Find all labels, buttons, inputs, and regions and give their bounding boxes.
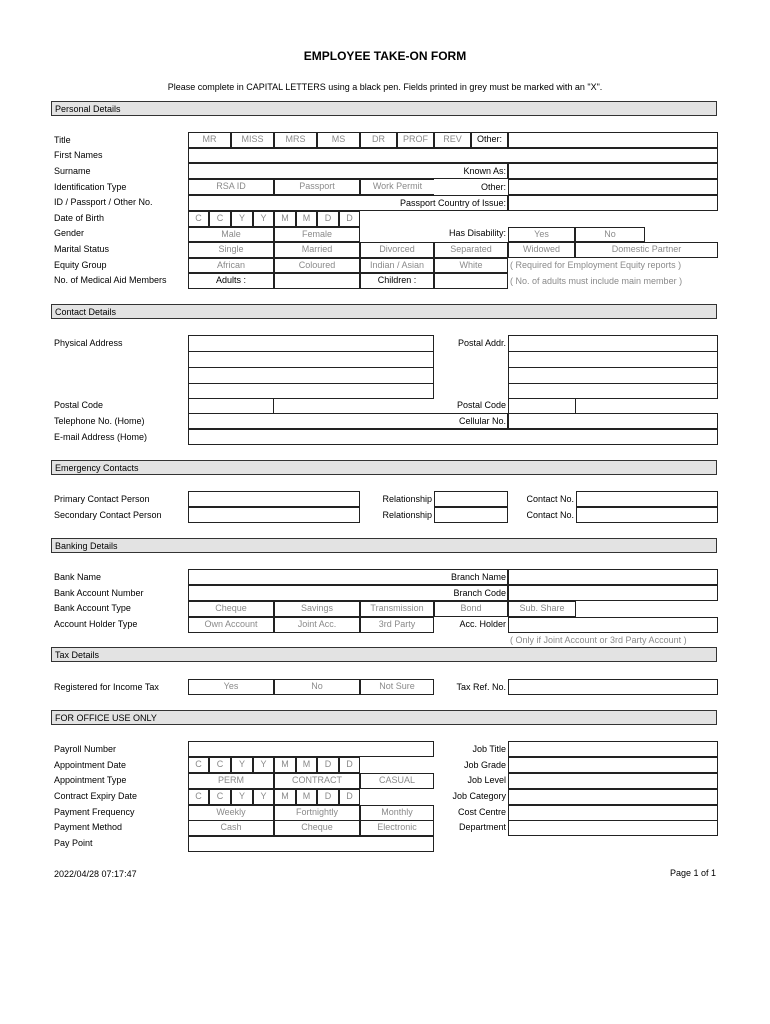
section-office-use-only: FOR OFFICE USE ONLY — [51, 710, 717, 725]
passport-country-label: Passport Country of Issue: — [399, 198, 506, 208]
label-contact-no-primary: Contact No. — [526, 494, 574, 504]
tax-option-not-sure[interactable]: Not Sure — [360, 679, 434, 695]
job-category-field[interactable] — [508, 789, 718, 805]
first-names-field[interactable] — [188, 148, 718, 163]
appt-date-digit[interactable]: D — [317, 757, 339, 773]
cost-centre-field[interactable] — [508, 805, 718, 821]
marital-option-widowed[interactable]: Widowed — [508, 242, 575, 258]
marital-option-married[interactable]: Married — [274, 242, 360, 258]
footer-timestamp: 2022/04/28 07:17:47 — [54, 869, 137, 879]
label-telephone-home: Telephone No. (Home) — [54, 416, 145, 426]
label-payroll-number: Payroll Number — [54, 744, 117, 754]
label-relationship-primary: Relationship — [382, 494, 432, 504]
cellular-no-field[interactable] — [508, 413, 718, 429]
id-option-work-permit[interactable]: Work Permit — [360, 179, 434, 195]
appt-type-perm[interactable]: PERM — [188, 773, 274, 789]
known-as-field[interactable] — [508, 163, 718, 179]
medical-note: ( No. of adults must include main member ) — [510, 276, 683, 286]
label-identification-type: Identification Type — [54, 182, 127, 192]
form-instructions: Please complete in CAPITAL LETTERS using a black pen. Fields printed in grey must be marked with an "X". — [167, 82, 603, 92]
gender-option-female[interactable]: Female — [274, 227, 360, 242]
label-registered-income-tax: Registered for Income Tax — [54, 682, 159, 692]
label-id-number: ID / Passport / Other No. — [54, 197, 153, 207]
label-surname: Surname — [54, 166, 91, 176]
label-title: Title — [54, 135, 71, 145]
acc-holder-field[interactable] — [508, 617, 718, 633]
label-cost-centre: Cost Centre — [457, 807, 506, 817]
label-acc-holder: Acc. Holder — [459, 619, 506, 629]
job-level-field[interactable] — [508, 773, 718, 789]
postal-address-line-1[interactable] — [508, 335, 718, 352]
adults-field[interactable] — [274, 273, 360, 289]
gender-option-male[interactable]: Male — [188, 227, 274, 242]
label-job-level: Job Level — [467, 775, 506, 785]
expiry-date-digit[interactable]: Y — [231, 789, 253, 805]
label-tax-ref-no: Tax Ref. No. — [456, 682, 506, 692]
label-appointment-type: Appointment Type — [54, 775, 127, 785]
equity-option-white[interactable]: White — [434, 258, 508, 273]
form-title: EMPLOYEE TAKE-ON FORM — [303, 49, 467, 63]
branch-code-field[interactable] — [508, 585, 718, 601]
title-other-label: Other: — [471, 132, 508, 148]
holder-third-party[interactable]: 3rd Party — [360, 617, 434, 633]
label-postal-code-2: Postal Code — [456, 400, 506, 410]
dob-digit[interactable]: Y — [253, 211, 274, 227]
label-equity-group: Equity Group — [54, 260, 107, 270]
label-job-title: Job Title — [472, 744, 506, 754]
id-other-label: Other: — [480, 182, 506, 192]
label-date-of-birth: Date of Birth — [54, 213, 105, 223]
expiry-date-digit[interactable]: D — [317, 789, 339, 805]
label-appointment-date: Appointment Date — [54, 760, 127, 770]
expiry-date-digit[interactable]: Y — [253, 789, 274, 805]
children-field[interactable] — [434, 273, 508, 289]
freq-monthly[interactable]: Monthly — [360, 805, 434, 821]
label-branch-name: Branch Name — [450, 572, 506, 582]
contact-no-primary-field[interactable] — [576, 491, 718, 507]
title-option-miss[interactable]: MISS — [231, 132, 274, 148]
expiry-date-digit[interactable]: M — [274, 789, 296, 805]
section-banking-details: Banking Details — [51, 538, 717, 553]
marital-option-domestic-partner[interactable]: Domestic Partner — [575, 242, 718, 258]
appt-date-digit[interactable]: M — [296, 757, 317, 773]
appt-date-digit[interactable]: C — [188, 757, 209, 773]
title-other-field[interactable] — [508, 132, 718, 148]
label-postal-code: Postal Code — [54, 400, 104, 410]
holder-joint-account[interactable]: Joint Acc. — [274, 617, 360, 633]
appt-type-casual[interactable]: CASUAL — [360, 773, 434, 789]
physical-address-line-3[interactable] — [188, 367, 434, 384]
id-option-passport[interactable]: Passport — [274, 179, 360, 195]
label-secondary-contact: Secondary Contact Person — [54, 510, 162, 520]
physical-address-line-2[interactable] — [188, 351, 434, 368]
method-cheque[interactable]: Cheque — [274, 820, 360, 836]
has-disability-label: Has Disability: — [448, 228, 506, 238]
holder-note: ( Only if Joint Account or 3rd Party Account ) — [510, 635, 687, 645]
dob-digit[interactable]: M — [296, 211, 317, 227]
label-bank-name: Bank Name — [54, 572, 102, 582]
marital-option-divorced[interactable]: Divorced — [360, 242, 434, 258]
postal-code-field[interactable] — [188, 398, 274, 414]
postal-address-line-4[interactable] — [508, 383, 718, 399]
label-primary-contact: Primary Contact Person — [54, 494, 150, 504]
label-contact-no-secondary: Contact No. — [526, 510, 574, 520]
job-grade-field[interactable] — [508, 757, 718, 773]
marital-option-separated[interactable]: Separated — [434, 242, 508, 258]
postal-code-2-field[interactable] — [508, 398, 576, 414]
id-option-rsa[interactable]: RSA ID — [188, 179, 274, 195]
appt-type-contract[interactable]: CONTRACT — [274, 773, 360, 789]
secondary-contact-field[interactable] — [188, 507, 360, 523]
title-option-rev[interactable]: REV — [434, 132, 471, 148]
label-cellular-no: Cellular No. — [458, 416, 506, 426]
section-personal-details: Personal Details — [51, 101, 717, 116]
expiry-date-digit[interactable]: D — [339, 789, 360, 805]
label-marital-status: Marital Status — [54, 244, 110, 254]
freq-fortnightly[interactable]: Fortnightly — [274, 805, 360, 821]
tax-option-no[interactable]: No — [274, 679, 360, 695]
section-emergency-contacts: Emergency Contacts — [51, 460, 717, 475]
appt-date-digit[interactable]: M — [274, 757, 296, 773]
appt-date-digit[interactable]: C — [209, 757, 231, 773]
physical-address-line-4[interactable] — [188, 383, 434, 399]
payroll-number-field[interactable] — [188, 741, 434, 757]
appt-date-digit[interactable]: Y — [253, 757, 274, 773]
children-label: Children : — [360, 273, 434, 289]
email-home-field[interactable] — [188, 429, 718, 445]
dob-digit[interactable]: D — [317, 211, 339, 227]
label-job-category: Job Category — [452, 791, 506, 801]
dob-digit[interactable]: D — [339, 211, 360, 227]
dob-digit[interactable]: C — [188, 211, 209, 227]
department-field[interactable] — [508, 820, 718, 836]
equity-option-coloured[interactable]: Coloured — [274, 258, 360, 273]
label-payment-method: Payment Method — [54, 822, 123, 832]
label-bank-account-number: Bank Account Number — [54, 588, 144, 598]
account-type-savings[interactable]: Savings — [274, 601, 360, 617]
label-bank-account-type: Bank Account Type — [54, 603, 131, 613]
label-gender: Gender — [54, 228, 85, 238]
expiry-date-digit[interactable]: M — [296, 789, 317, 805]
pay-point-field[interactable] — [188, 836, 434, 852]
label-account-holder-type: Account Holder Type — [54, 619, 138, 629]
dob-digit[interactable]: M — [274, 211, 296, 227]
appt-date-digit[interactable]: Y — [231, 757, 253, 773]
title-option-mrs[interactable]: MRS — [274, 132, 317, 148]
dob-digit[interactable]: Y — [231, 211, 253, 227]
account-type-sub-share[interactable]: Sub. Share — [508, 601, 576, 617]
title-option-ms[interactable]: MS — [317, 132, 360, 148]
marital-option-single[interactable]: Single — [188, 242, 274, 258]
label-pay-point: Pay Point — [54, 838, 93, 848]
method-cash[interactable]: Cash — [188, 820, 274, 836]
tax-option-yes[interactable]: Yes — [188, 679, 274, 695]
label-contract-expiry-date: Contract Expiry Date — [54, 791, 138, 801]
label-payment-frequency: Payment Frequency — [54, 807, 135, 817]
account-type-cheque[interactable]: Cheque — [188, 601, 274, 617]
contact-no-secondary-field[interactable] — [576, 507, 718, 523]
relationship-primary-field[interactable] — [434, 491, 508, 507]
known-as-label: Known As: — [463, 166, 506, 176]
label-postal-addr: Postal Addr. — [457, 338, 506, 348]
section-tax-details: Tax Details — [51, 647, 717, 662]
relationship-secondary-field[interactable] — [434, 507, 508, 523]
label-job-grade: Job Grade — [463, 760, 506, 770]
account-type-transmission[interactable]: Transmission — [360, 601, 434, 617]
disability-option-yes[interactable]: Yes — [508, 227, 575, 242]
appt-date-digit[interactable]: D — [339, 757, 360, 773]
expiry-date-digit[interactable]: C — [209, 789, 231, 805]
id-other-field[interactable] — [508, 179, 718, 195]
expiry-date-digit[interactable]: C — [188, 789, 209, 805]
tax-ref-no-field[interactable] — [508, 679, 718, 695]
passport-country-field[interactable] — [508, 195, 718, 211]
postal-address-line-2[interactable] — [508, 351, 718, 368]
primary-contact-field[interactable] — [188, 491, 360, 507]
dob-digit[interactable]: C — [209, 211, 231, 227]
holder-own-account[interactable]: Own Account — [188, 617, 274, 633]
equity-note: ( Required for Employment Equity reports ) — [510, 260, 682, 270]
title-option-dr[interactable]: DR — [360, 132, 397, 148]
label-physical-address: Physical Address — [54, 338, 123, 348]
postal-address-line-3[interactable] — [508, 367, 718, 384]
disability-option-no[interactable]: No — [575, 227, 645, 242]
label-first-names: First Names — [54, 150, 103, 160]
title-option-prof[interactable]: PROF — [397, 132, 434, 148]
label-email-home: E-mail Address (Home) — [54, 432, 148, 442]
method-electronic[interactable]: Electronic — [360, 820, 434, 836]
label-medical-aid-members: No. of Medical Aid Members — [54, 275, 167, 285]
physical-address-line-1[interactable] — [188, 335, 434, 352]
label-department: Department — [458, 822, 506, 832]
freq-weekly[interactable]: Weekly — [188, 805, 274, 821]
job-title-field[interactable] — [508, 741, 718, 757]
footer-page-number: Page 1 of 1 — [669, 868, 716, 878]
label-relationship-secondary: Relationship — [382, 510, 432, 520]
equity-option-indian-asian[interactable]: Indian / Asian — [360, 258, 434, 273]
account-type-bond[interactable]: Bond — [434, 601, 508, 617]
adults-label: Adults : — [188, 273, 274, 289]
section-contact-details: Contact Details — [51, 304, 717, 319]
branch-name-field[interactable] — [508, 569, 718, 585]
title-option-mr[interactable]: MR — [188, 132, 231, 148]
label-branch-code: Branch Code — [453, 588, 506, 598]
equity-option-african[interactable]: African — [188, 258, 274, 273]
